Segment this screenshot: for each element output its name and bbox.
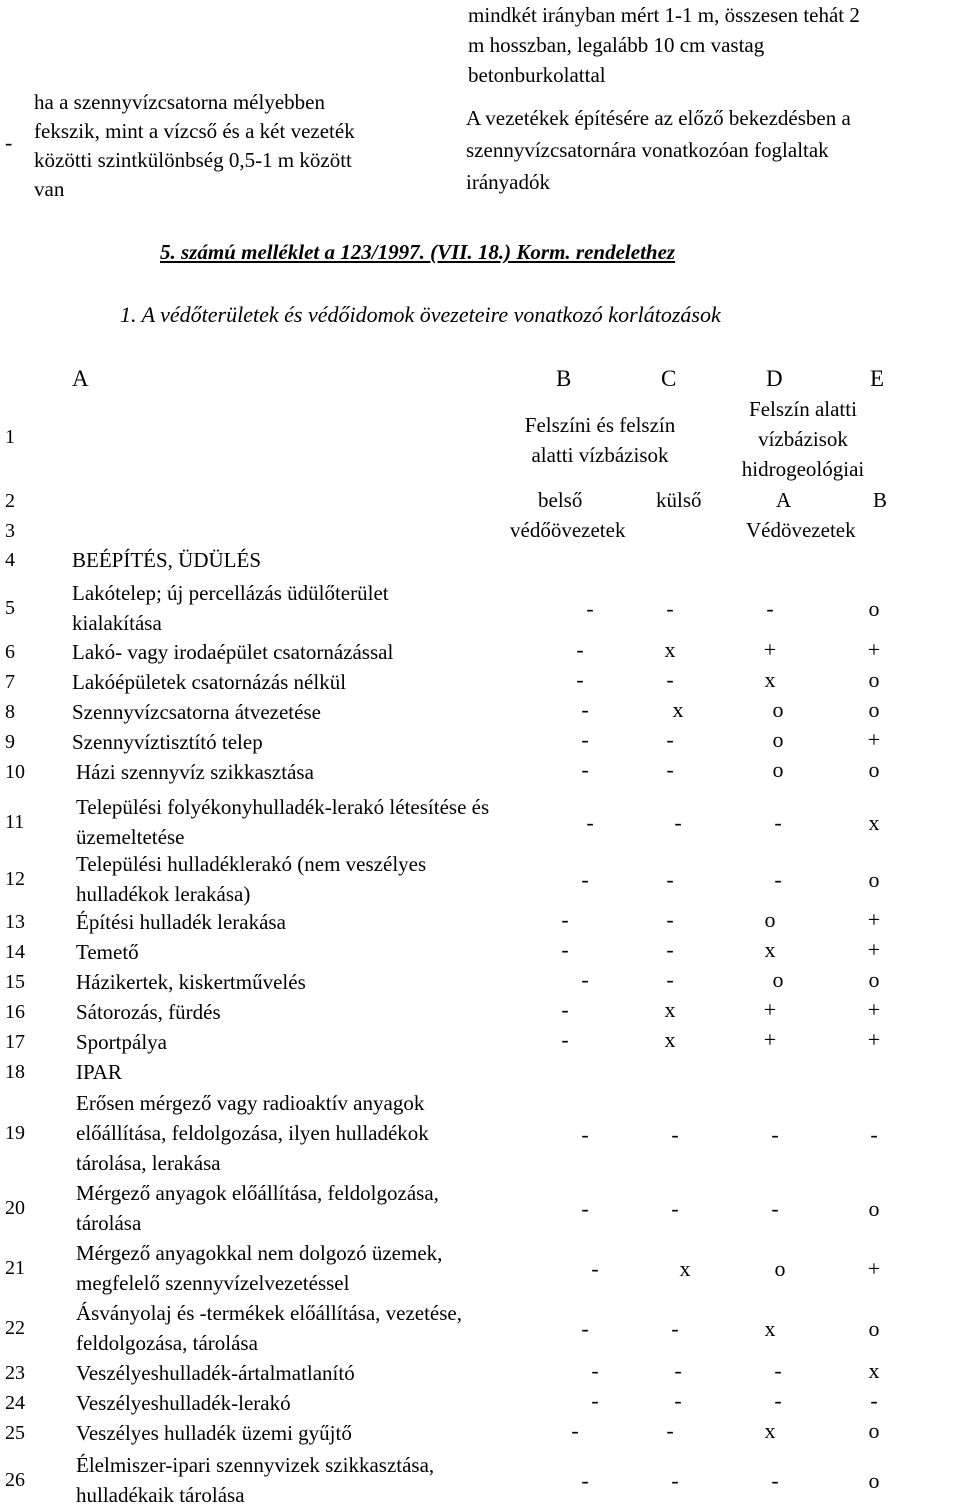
activity-name bbox=[76, 1027, 167, 1057]
zone-b-cell: - bbox=[870, 1122, 878, 1147]
inner-zone-cell: - bbox=[576, 637, 584, 662]
activity-name-line: tárolása bbox=[76, 1211, 142, 1235]
outer-zone-cell: - bbox=[674, 1358, 682, 1383]
column-letter-a: A bbox=[72, 366, 89, 391]
header-line: hidrogeológiai bbox=[741, 457, 865, 481]
guidance-line: szennyvízcsatornára vonatkozóan foglaltak bbox=[466, 138, 829, 162]
zone-b-cell: o bbox=[868, 757, 880, 782]
row-number: 16 bbox=[5, 1001, 25, 1023]
zone-a-cell: o bbox=[774, 1256, 786, 1281]
column-letter-e: E bbox=[870, 366, 885, 391]
row-number: 5 bbox=[5, 597, 15, 619]
zone-b-cell: o bbox=[868, 1468, 880, 1493]
activity-name bbox=[76, 1178, 439, 1238]
condition-line: ha a szennyvízcsatorna mélyebben bbox=[34, 90, 325, 114]
zone-a-cell: + bbox=[763, 997, 777, 1022]
activity-name-line: Veszélyeshulladék-lerakó bbox=[76, 1391, 291, 1415]
zone-a-cell: o bbox=[772, 967, 784, 992]
inner-zone-cell: - bbox=[591, 1358, 599, 1383]
activity-name bbox=[76, 967, 306, 997]
outer-zone-cell: - bbox=[666, 907, 674, 932]
inner-zone-cell: - bbox=[586, 810, 594, 835]
row-number: 7 bbox=[5, 671, 15, 693]
row-number: 3 bbox=[5, 520, 15, 542]
condition-line: fekszik, mint a vízcső és a két vezeték bbox=[34, 119, 355, 143]
zone-a-cell: - bbox=[766, 596, 774, 621]
activity-name-line: IPAR bbox=[76, 1060, 122, 1084]
activity-name bbox=[76, 1450, 434, 1510]
inner-zone-cell: - bbox=[576, 667, 584, 692]
outer-zone-cell: - bbox=[666, 967, 674, 992]
activity-name-line: BEÉPÍTÉS, ÜDÜLÉS bbox=[72, 548, 261, 572]
condition-text bbox=[34, 88, 444, 204]
inner-zone-label: belső bbox=[538, 488, 583, 512]
inner-zone-cell: - bbox=[581, 1316, 589, 1341]
activity-name bbox=[76, 1418, 352, 1448]
activity-name-line: Lakótelep; új percellázás üdülőterület bbox=[72, 581, 389, 605]
zone-b-label: B bbox=[873, 488, 888, 512]
continuation-dash: - bbox=[5, 130, 13, 155]
activity-name bbox=[76, 849, 426, 909]
zone-b-cell: x bbox=[868, 1358, 880, 1383]
zone-a-cell: x bbox=[764, 937, 776, 962]
activity-name bbox=[76, 1088, 429, 1178]
condition-line: van bbox=[34, 177, 65, 201]
condition-line: közötti szintkülönbség 0,5-1 m között bbox=[34, 148, 352, 172]
outer-zone-cell: x bbox=[664, 997, 676, 1022]
protection-zones-label: Védövezetek bbox=[746, 518, 856, 542]
activity-name-line: Szennyvízcsatorna átvezetése bbox=[72, 700, 321, 724]
activity-name-line: Lakóépületek csatornázás nélkül bbox=[72, 670, 347, 694]
zone-b-cell: o bbox=[868, 867, 880, 892]
row-number: 18 bbox=[5, 1061, 25, 1083]
activity-name bbox=[72, 667, 346, 697]
activity-name-line: Települési hulladéklerakó (nem veszélyes bbox=[76, 852, 427, 876]
zone-a-cell: + bbox=[763, 1027, 777, 1052]
zone-a-cell: - bbox=[774, 867, 782, 892]
zone-b-cell: o bbox=[868, 967, 880, 992]
zone-a-cell: - bbox=[774, 1388, 782, 1413]
zone-a-cell: - bbox=[774, 1358, 782, 1383]
activity-name-line: Házikertek, kiskertművelés bbox=[76, 970, 306, 994]
outer-zone-cell: - bbox=[671, 1196, 679, 1221]
row-number: 24 bbox=[5, 1392, 25, 1414]
activity-name-line: Ásványolaj és -termékek előállítása, vezetése, bbox=[76, 1301, 462, 1325]
outer-zone-cell: - bbox=[671, 1316, 679, 1341]
activity-name-line: Veszélyeshulladék-ártalmatlanító bbox=[76, 1361, 355, 1385]
inner-zone-cell: - bbox=[581, 727, 589, 752]
activity-name-line: előállítása, feldolgozása, ilyen hulladékok bbox=[76, 1121, 429, 1145]
activity-name-line: Élelmiszer-ipari szennyvizek szikkasztása, bbox=[76, 1453, 435, 1477]
header-line: Felszíni és felszín bbox=[524, 413, 676, 437]
outer-zone-cell: - bbox=[666, 867, 674, 892]
activity-name-line: Szennyvíztisztító telep bbox=[72, 730, 263, 754]
activity-name bbox=[76, 907, 286, 937]
zone-a-label: A bbox=[776, 488, 792, 512]
row-number: 1 bbox=[5, 426, 15, 448]
inner-zone-cell: - bbox=[581, 697, 589, 722]
zone-b-cell: + bbox=[867, 727, 881, 752]
zone-b-cell: o bbox=[868, 1316, 880, 1341]
inner-zone-cell: - bbox=[561, 937, 569, 962]
activity-name-line: üzemeltetése bbox=[76, 825, 185, 849]
surface-water-header bbox=[510, 410, 690, 470]
outer-zone-cell: x bbox=[664, 637, 676, 662]
zone-b-cell: + bbox=[867, 937, 881, 962]
zone-b-cell: + bbox=[867, 637, 881, 662]
outer-zone-cell: - bbox=[666, 757, 674, 782]
activity-name-line: hulladékaik tárolása bbox=[76, 1483, 245, 1507]
activity-name-line: Temető bbox=[76, 940, 139, 964]
requirement-line: mindkét irányban mért 1-1 m, összesen tehát 2 bbox=[468, 3, 860, 27]
outer-zone-cell: x bbox=[664, 1027, 676, 1052]
inner-zone-cell: - bbox=[581, 1196, 589, 1221]
inner-zone-cell: - bbox=[581, 1468, 589, 1493]
activity-name bbox=[76, 1057, 122, 1087]
activity-name bbox=[72, 578, 389, 638]
inner-zone-cell: - bbox=[561, 997, 569, 1022]
row-number: 26 bbox=[5, 1469, 25, 1491]
zone-a-cell: o bbox=[772, 697, 784, 722]
header-line: vízbázisok bbox=[758, 427, 848, 451]
guidance-line: irányadók bbox=[466, 170, 550, 194]
zone-a-cell: o bbox=[772, 757, 784, 782]
activity-name bbox=[72, 697, 321, 727]
activity-name bbox=[76, 1298, 462, 1358]
activity-name bbox=[76, 1358, 355, 1388]
activity-name bbox=[76, 997, 221, 1027]
row-number: 21 bbox=[5, 1257, 25, 1279]
activity-name-line: Sátorozás, fürdés bbox=[76, 1000, 221, 1024]
zone-a-cell: o bbox=[764, 907, 776, 932]
zone-b-cell: + bbox=[867, 1027, 881, 1052]
inner-zone-cell: - bbox=[581, 1122, 589, 1147]
section-title: 1. A védőterületek és védőidomok övezeteire vonatkozó korlátozások bbox=[120, 302, 721, 327]
zone-b-cell: o bbox=[868, 1196, 880, 1221]
row-number: 20 bbox=[5, 1197, 25, 1219]
zone-a-cell: x bbox=[764, 1316, 776, 1341]
activity-name bbox=[72, 637, 393, 667]
outer-zone-cell: - bbox=[671, 1122, 679, 1147]
activity-name bbox=[76, 1388, 291, 1418]
outer-zone-cell: - bbox=[666, 1418, 674, 1443]
zone-a-cell: x bbox=[764, 1418, 776, 1443]
inner-zone-cell: - bbox=[591, 1388, 599, 1413]
zone-a-cell: x bbox=[764, 667, 776, 692]
activity-name bbox=[76, 1238, 442, 1298]
activity-name-line: Mérgező anyagokkal nem dolgozó üzemek, bbox=[76, 1241, 443, 1265]
row-number: 15 bbox=[5, 971, 25, 993]
inner-zone-cell: - bbox=[561, 1027, 569, 1052]
zone-a-cell: - bbox=[774, 810, 782, 835]
activity-name bbox=[72, 727, 263, 757]
zone-a-cell: o bbox=[772, 727, 784, 752]
zone-b-cell: + bbox=[867, 997, 881, 1022]
zone-b-cell: o bbox=[868, 697, 880, 722]
outer-zone-cell: - bbox=[671, 1468, 679, 1493]
inner-zone-cell: - bbox=[561, 907, 569, 932]
zone-b-cell: o bbox=[868, 667, 880, 692]
zone-b-cell: o bbox=[868, 596, 880, 621]
activity-name-line: feldolgozása, tárolása bbox=[76, 1331, 258, 1355]
activity-name bbox=[72, 545, 261, 575]
header-line: alatti vízbázisok bbox=[531, 443, 669, 467]
activity-name-line: Veszélyes hulladék üzemi gyűjtő bbox=[76, 1421, 352, 1445]
groundwater-header bbox=[728, 394, 878, 484]
inner-zone-cell: - bbox=[591, 1256, 599, 1281]
activity-name-line: Építési hulladék lerakása bbox=[76, 910, 286, 934]
row-number: 10 bbox=[5, 761, 25, 783]
activity-name-line: Házi szennyvíz szikkasztása bbox=[76, 760, 314, 784]
outer-zone-cell: - bbox=[666, 596, 674, 621]
row-number: 4 bbox=[5, 549, 15, 571]
requirement-text bbox=[468, 0, 860, 90]
inner-zone-cell: - bbox=[586, 596, 594, 621]
outer-zone-cell: - bbox=[674, 810, 682, 835]
outer-zone-cell: x bbox=[679, 1256, 691, 1281]
outer-zone-cell: x bbox=[672, 697, 684, 722]
activity-name-line: Erősen mérgező vagy radioaktív anyagok bbox=[76, 1091, 425, 1115]
row-number: 9 bbox=[5, 731, 15, 753]
outer-zone-cell: - bbox=[666, 937, 674, 962]
activity-name-line: hulladékok lerakása) bbox=[76, 882, 251, 906]
zone-b-cell: x bbox=[868, 810, 880, 835]
guidance-text bbox=[466, 102, 851, 198]
row-number: 14 bbox=[5, 941, 25, 963]
column-letter-b: B bbox=[556, 366, 572, 391]
activity-name-line: Sportpálya bbox=[76, 1030, 167, 1054]
inner-zone-cell: - bbox=[581, 967, 589, 992]
row-number: 13 bbox=[5, 911, 25, 933]
outer-zone-cell: - bbox=[666, 667, 674, 692]
activity-name-line: kialakítása bbox=[72, 611, 162, 635]
zone-a-cell: - bbox=[771, 1196, 779, 1221]
zone-b-cell: - bbox=[870, 1388, 878, 1413]
row-number: 22 bbox=[5, 1317, 25, 1339]
activity-name-line: megfelelő szennyvízelvezetéssel bbox=[76, 1271, 350, 1295]
inner-zone-cell: - bbox=[581, 867, 589, 892]
protection-zones-label: védőövezetek bbox=[510, 518, 626, 542]
row-number: 19 bbox=[5, 1122, 25, 1144]
outer-zone-cell: - bbox=[674, 1388, 682, 1413]
row-number: 23 bbox=[5, 1362, 25, 1384]
row-number: 8 bbox=[5, 701, 15, 723]
inner-zone-cell: - bbox=[571, 1418, 579, 1443]
outer-zone-label: külső bbox=[656, 488, 702, 512]
row-number: 17 bbox=[5, 1031, 25, 1053]
zone-b-cell: + bbox=[867, 1256, 881, 1281]
zone-b-cell: o bbox=[868, 1418, 880, 1443]
column-letter-c: C bbox=[661, 366, 677, 391]
header-line: Felszín alatti bbox=[749, 397, 857, 421]
column-letter-d: D bbox=[766, 366, 783, 391]
activity-name-line: Lakó- vagy irodaépület csatornázással bbox=[72, 640, 394, 664]
zone-a-cell: - bbox=[771, 1468, 779, 1493]
inner-zone-cell: - bbox=[581, 757, 589, 782]
row-number: 6 bbox=[5, 641, 15, 663]
requirement-line: m hosszban, legalább 10 cm vastag bbox=[468, 33, 765, 57]
activity-name bbox=[76, 937, 139, 967]
activity-name-line: Mérgező anyagok előállítása, feldolgozása, bbox=[76, 1181, 439, 1205]
annex-title: 5. számú melléklet a 123/1997. (VII. 18.) Korm. rendelethez bbox=[160, 240, 676, 264]
zone-a-cell: + bbox=[763, 637, 777, 662]
activity-name bbox=[76, 792, 489, 852]
outer-zone-cell: - bbox=[666, 727, 674, 752]
row-number: 2 bbox=[5, 490, 15, 512]
row-number: 12 bbox=[5, 868, 25, 890]
zone-b-cell: + bbox=[867, 907, 881, 932]
row-number: 11 bbox=[5, 811, 25, 833]
activity-name bbox=[76, 757, 314, 787]
activity-name-line: tárolása, lerakása bbox=[76, 1151, 221, 1175]
guidance-line: A vezetékek építésére az előző bekezdésben a bbox=[466, 106, 851, 130]
zone-a-cell: - bbox=[771, 1122, 779, 1147]
row-number: 25 bbox=[5, 1422, 25, 1444]
requirement-line: betonburkolattal bbox=[468, 63, 606, 87]
activity-name-line: Települési folyékonyhulladék-lerakó létesítése és bbox=[76, 795, 490, 819]
